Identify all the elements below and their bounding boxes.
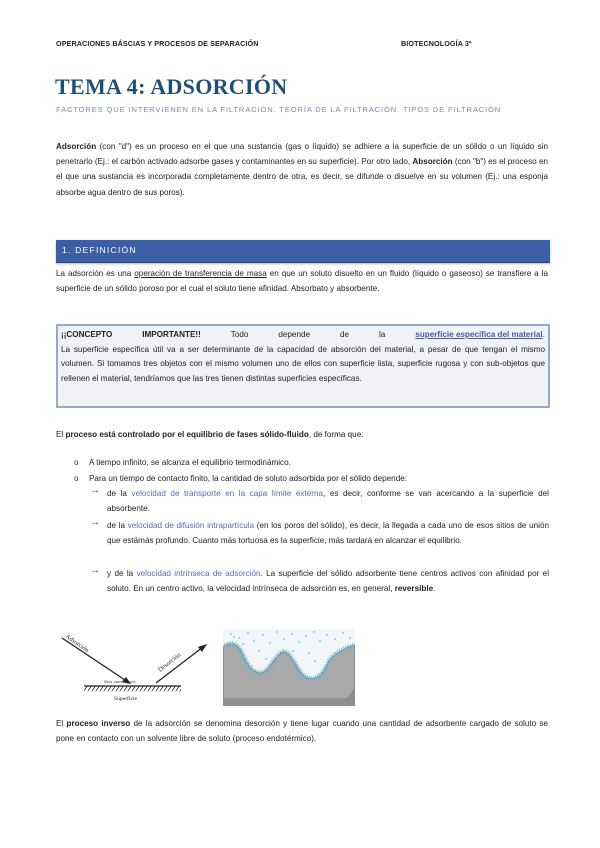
highlight-text: velocidad intrínseca de adsorción bbox=[136, 569, 261, 578]
adsorption-arrow-line bbox=[62, 638, 128, 682]
inverse-bold: proceso inverso bbox=[66, 719, 131, 728]
process-text-1: El bbox=[56, 430, 66, 439]
page-title: TEMA 4: ADSORCIÓN bbox=[55, 74, 288, 99]
list-item: A tiempo infinito, se alcanza el equilibrio termodinámico. bbox=[89, 458, 291, 467]
section-heading-definicion bbox=[56, 240, 550, 263]
inverse-text-2: de la adsorción se denomina desorción y tiene lugar cuando una cantidad de adsorbente cargado de soluto se pone en contacto con un solvente libre de soluto (proceso endotérmico). bbox=[56, 719, 548, 744]
process-text-2: , de forma que: bbox=[308, 430, 364, 439]
concept-word: ¡¡CONCEPTO bbox=[61, 330, 113, 339]
intro-term-adsorcion: Adsorción bbox=[56, 142, 97, 151]
porous-surface-illustration bbox=[223, 629, 355, 706]
highlight-text: velocidad de transporte en la capa límite externa bbox=[131, 489, 323, 498]
definition-text-1: La adsorción es una bbox=[56, 269, 135, 278]
arrow-icon: → bbox=[90, 485, 100, 496]
section-title: 1. DEFINICIÓN bbox=[62, 245, 137, 255]
concept-first-line bbox=[61, 328, 545, 343]
desorption-arrow-head bbox=[198, 644, 207, 652]
sub-item-text: (en los poros del sólido), es decir, la llegada a cada uno de esos sitios de unión que estámás profundo. Cuanto más tortuosa es la superficie, más tardará en alcanzar el equilibrio. bbox=[107, 521, 549, 546]
sub-item-text: . bbox=[433, 584, 436, 594]
inverse-text-1: El bbox=[56, 719, 67, 728]
intro-text-2: (con "b") es el proceso en el que una sustancia es incorporada completamente dentro de otra, es decir, se difunde o disuelve en su volumen (Ej.: una esponja absorbe agua dentro de sus poros). bbox=[56, 157, 548, 197]
arrow-icon: → bbox=[90, 517, 100, 528]
sub-item-text: de la bbox=[107, 521, 128, 530]
adsorption-desorption-diagram bbox=[56, 625, 216, 707]
page-subtitle: FACTORES QUE INTERVIENEN EN LA FILTRACIÓN. TEORÍA DE LA FILTRACIÓN. TIPOS DE FILTRACIÓN bbox=[56, 105, 502, 114]
intro-paragraph bbox=[56, 139, 548, 200]
intro-text-1: (con "d") es un proceso en el que una sustancia (gas o líquido) se adhiere a la superficie de un sólido o un líquido sin penetrarlo (Ej.: el carbón activado adsorbe gases y contaminantes en su superficie). Por otro lado, bbox=[56, 142, 548, 167]
concept-word: la bbox=[379, 330, 386, 339]
intro-term-absorcion: Absorción bbox=[412, 157, 453, 167]
sub-list-item bbox=[107, 486, 549, 516]
superficie-label: Superficie bbox=[114, 696, 137, 702]
sub-item-text: de la bbox=[107, 489, 132, 498]
adsorcion-label: Adsorción bbox=[63, 632, 91, 655]
important-concept-box bbox=[56, 324, 550, 408]
sub-list-item bbox=[107, 518, 549, 548]
reversible-bold: reversible bbox=[394, 584, 434, 594]
surface-area-link[interactable]: superficie específica del material bbox=[415, 330, 543, 339]
surface-hatching bbox=[84, 687, 181, 692]
concept-word: de bbox=[339, 330, 350, 339]
concept-word: depende bbox=[278, 330, 311, 339]
definition-text-2: en que un soluto disuelto en un fluido (líquido o gaseoso) se transfiere a la superficie de un sólido poroso por el cual el soluto tiene afinidad. Absorbato y absorbente. bbox=[56, 269, 548, 294]
sub-item-text: . La superficie del sólido adsorbente tiene centros activos con afinidad por el soluto. En un centro activo, la velocidad intrínseca de adsorción es, en general, bbox=[107, 569, 549, 594]
bullet-marker: o bbox=[74, 474, 79, 483]
concept-word: IMPORTANTE!! bbox=[142, 330, 201, 339]
concept-word: . bbox=[542, 330, 545, 339]
list-item: Para un tiempo de contacto finito, la cantidad de soluto adsorbida por el sólido depende: bbox=[89, 474, 407, 483]
sub-list-item bbox=[107, 566, 549, 596]
desorcion-label: Desorción bbox=[156, 651, 183, 674]
highlight-text: velocidad de difusión intrapartícula bbox=[127, 521, 255, 530]
process-paragraph bbox=[56, 427, 548, 442]
bullet-marker: o bbox=[74, 458, 79, 467]
definition-underlined: operación de transferencia de masa bbox=[134, 269, 267, 278]
concept-body: La superficie específica útil va a ser determinante de la capacidad de absorción del material, a pesar de que tengan el mismo volumen. Si tomamos tres objetos con el mismo volumen uno de ellos con superficie lista, superficie rugosa y con sub-objetos que rellenen el material, tendríamos que las tres tienen distintas superficies específicas. bbox=[61, 344, 545, 383]
inverse-process-paragraph bbox=[56, 716, 548, 746]
sub-item-text: y de la bbox=[107, 569, 137, 578]
definition-paragraph bbox=[56, 266, 548, 296]
header-left: OPERACIONES BÁSCIAS Y PROCESOS DE SEPARACIÓN bbox=[56, 39, 259, 48]
sub-item-text: , es decir, conforme se van acercando a la superficie del absorbente. bbox=[107, 489, 549, 514]
concept-word: Todo bbox=[230, 330, 249, 339]
process-bold: proceso está controlado por el equilibrio de fases sólido-fluido bbox=[65, 430, 309, 439]
arrow-icon: → bbox=[90, 565, 100, 576]
header-right: BIOTECNOLOGÍA 3º bbox=[401, 39, 472, 48]
sites-label: Sitios, material, poros bbox=[104, 680, 136, 684]
